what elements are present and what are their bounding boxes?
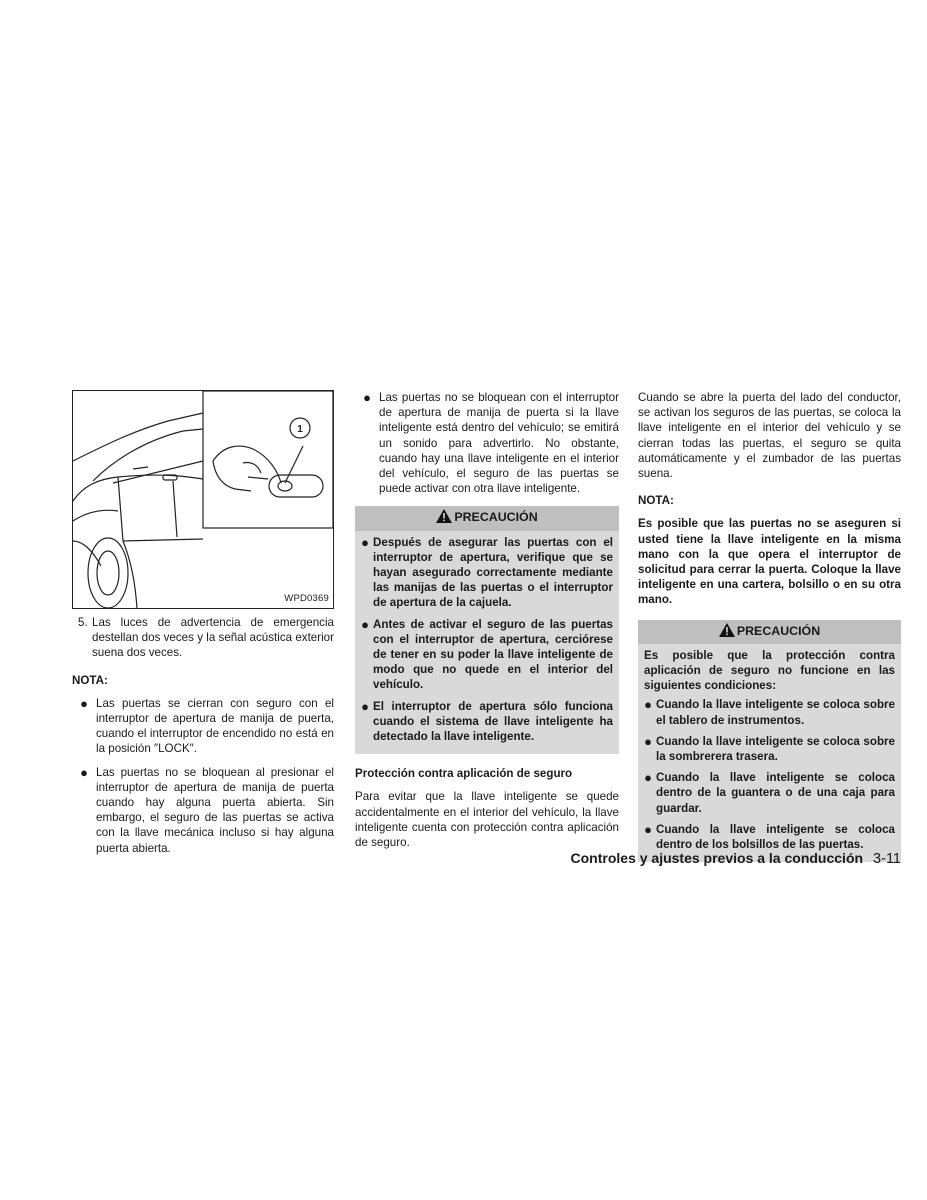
page-number: 3-11: [873, 851, 901, 867]
section-paragraph: Para evitar que la llave inteligente se quede accidentalmente en el interior del vehículo, la llave inteligente cuenta con protección contra aplicación de seguro.: [355, 790, 619, 850]
bullet-icon: ●: [644, 821, 652, 837]
caution-bullet: [638, 770, 901, 816]
caution-bullet: [638, 822, 901, 852]
caution-box: [638, 620, 901, 863]
warning-icon: [719, 623, 735, 641]
callout-number: 1: [297, 424, 303, 435]
figure-code: WPD0369: [284, 592, 329, 604]
bullet-text: Las puertas no se bloquean al presionar el interruptor de apertura de manija de puerta cuando hay alguna puerta abierta. Sin embargo, el seguro de las puertas se activa con la llave mecánica incluso si hay alguna puerta abierta.: [96, 765, 334, 855]
bullet-icon: ●: [644, 697, 652, 713]
bullet-text: Las puertas no se bloquean con el interruptor de apertura de manija de puerta si la llave inteligente está dentro del vehículo; se emitirá un sonido para advertirlo. No obstante, cuando hay una llave inteligente en el interior del vehículo, el seguro de las puertas se puede activar con otra llave inteligente.: [379, 391, 619, 496]
caution-title: PRECAUCIÓN: [454, 510, 538, 525]
section-title: Controles y ajustes previos a la conducción: [570, 850, 864, 866]
page-footer: [571, 850, 901, 867]
nota-heading: NOTA:: [72, 673, 108, 687]
bullet-icon: ●: [80, 764, 88, 780]
caution-box: [355, 506, 619, 754]
bullet-text: Cuando la llave inteligente se coloca sobre la sombrerera trasera.: [656, 734, 895, 764]
caution-intro: Es posible que la protección contra aplicación de seguro no funcione en las siguientes condiciones:: [644, 648, 895, 693]
caution-header: [638, 620, 901, 644]
column-left: [72, 390, 334, 864]
bullet-icon: ●: [361, 698, 369, 714]
column-right: [638, 390, 901, 862]
caution-bullet: [638, 734, 901, 764]
bullet-icon: ●: [363, 390, 371, 405]
column-middle: [355, 390, 619, 850]
item-text: Las luces de advertencia de emergencia destellan dos veces y la señal acústica exterior suena dos veces.: [92, 616, 334, 660]
bullet-text: Antes de activar el seguro de las puertas con el interruptor de apertura, cerciórese de tener en su poder la llave inteligente de modo que no quede en el interior del vehículo.: [373, 617, 613, 692]
caution-bullet: [355, 535, 619, 611]
bullet-icon: ●: [644, 770, 652, 786]
warning-icon: [436, 509, 452, 527]
bullet-text: El interruptor de apertura sólo funciona cuando el sistema de llave inteligente ha detectado la llave inteligente.: [373, 699, 613, 744]
nota-bullet: [72, 696, 334, 757]
bullet-text: Después de asegurar las puertas con el interruptor de apertura, verifique que se hayan asegurado correctamente mediante las manijas de las puertas o el interruptor de apertura de la cajuela.: [373, 535, 613, 610]
item-number: 5.: [78, 616, 88, 629]
nota-paragraph: Es posible que las puertas no se aseguren si usted tiene la llave inteligente en la misma mano con la que opera el interruptor de solicitud para cerrar la puerta. Coloque la llave inteligente en una cartera, bolsillo o en su otra mano.: [638, 517, 901, 607]
bullet-icon: ●: [644, 733, 652, 749]
caution-bullet: [355, 699, 619, 745]
caution-header: [355, 506, 619, 530]
nota-heading: NOTA:: [638, 494, 674, 508]
bullet-text: Cuando la llave inteligente se coloca sobre el tablero de instrumentos.: [656, 698, 895, 727]
bullet-text: Cuando la llave inteligente se coloca dentro de la guantera o de una caja para guardar.: [656, 771, 895, 815]
section-subheading: Protección contra aplicación de seguro: [355, 767, 573, 781]
top-bullet: [355, 390, 619, 496]
nota-bullet: [72, 765, 334, 856]
bullet-icon: ●: [361, 616, 369, 632]
caution-bullet: [638, 697, 901, 727]
caution-bullet: [355, 617, 619, 693]
car-door-illustration: [73, 391, 333, 608]
bullet-text: Las puertas se cierran con seguro con el interruptor de apertura de manija de puerta, cuando el interruptor de encendido no está en la posición ″LOCK″.: [96, 696, 334, 756]
caution-title: PRECAUCIÓN: [736, 623, 821, 638]
intro-paragraph: Cuando se abre la puerta del lado del conductor, se activan los seguros de las puertas, se coloca la llave inteligente en el interior del vehículo y se cierran todas las puertas, el seguro se quita automáticamente y el zumbador de las puertas suena.: [638, 391, 901, 481]
bullet-icon: ●: [80, 695, 88, 711]
list-item-5: [72, 615, 334, 661]
bullet-text: Cuando la llave inteligente se coloca dentro de los bolsillos de las puertas.: [656, 822, 895, 852]
door-handle-figure: [72, 390, 334, 609]
bullet-icon: ●: [361, 534, 369, 550]
